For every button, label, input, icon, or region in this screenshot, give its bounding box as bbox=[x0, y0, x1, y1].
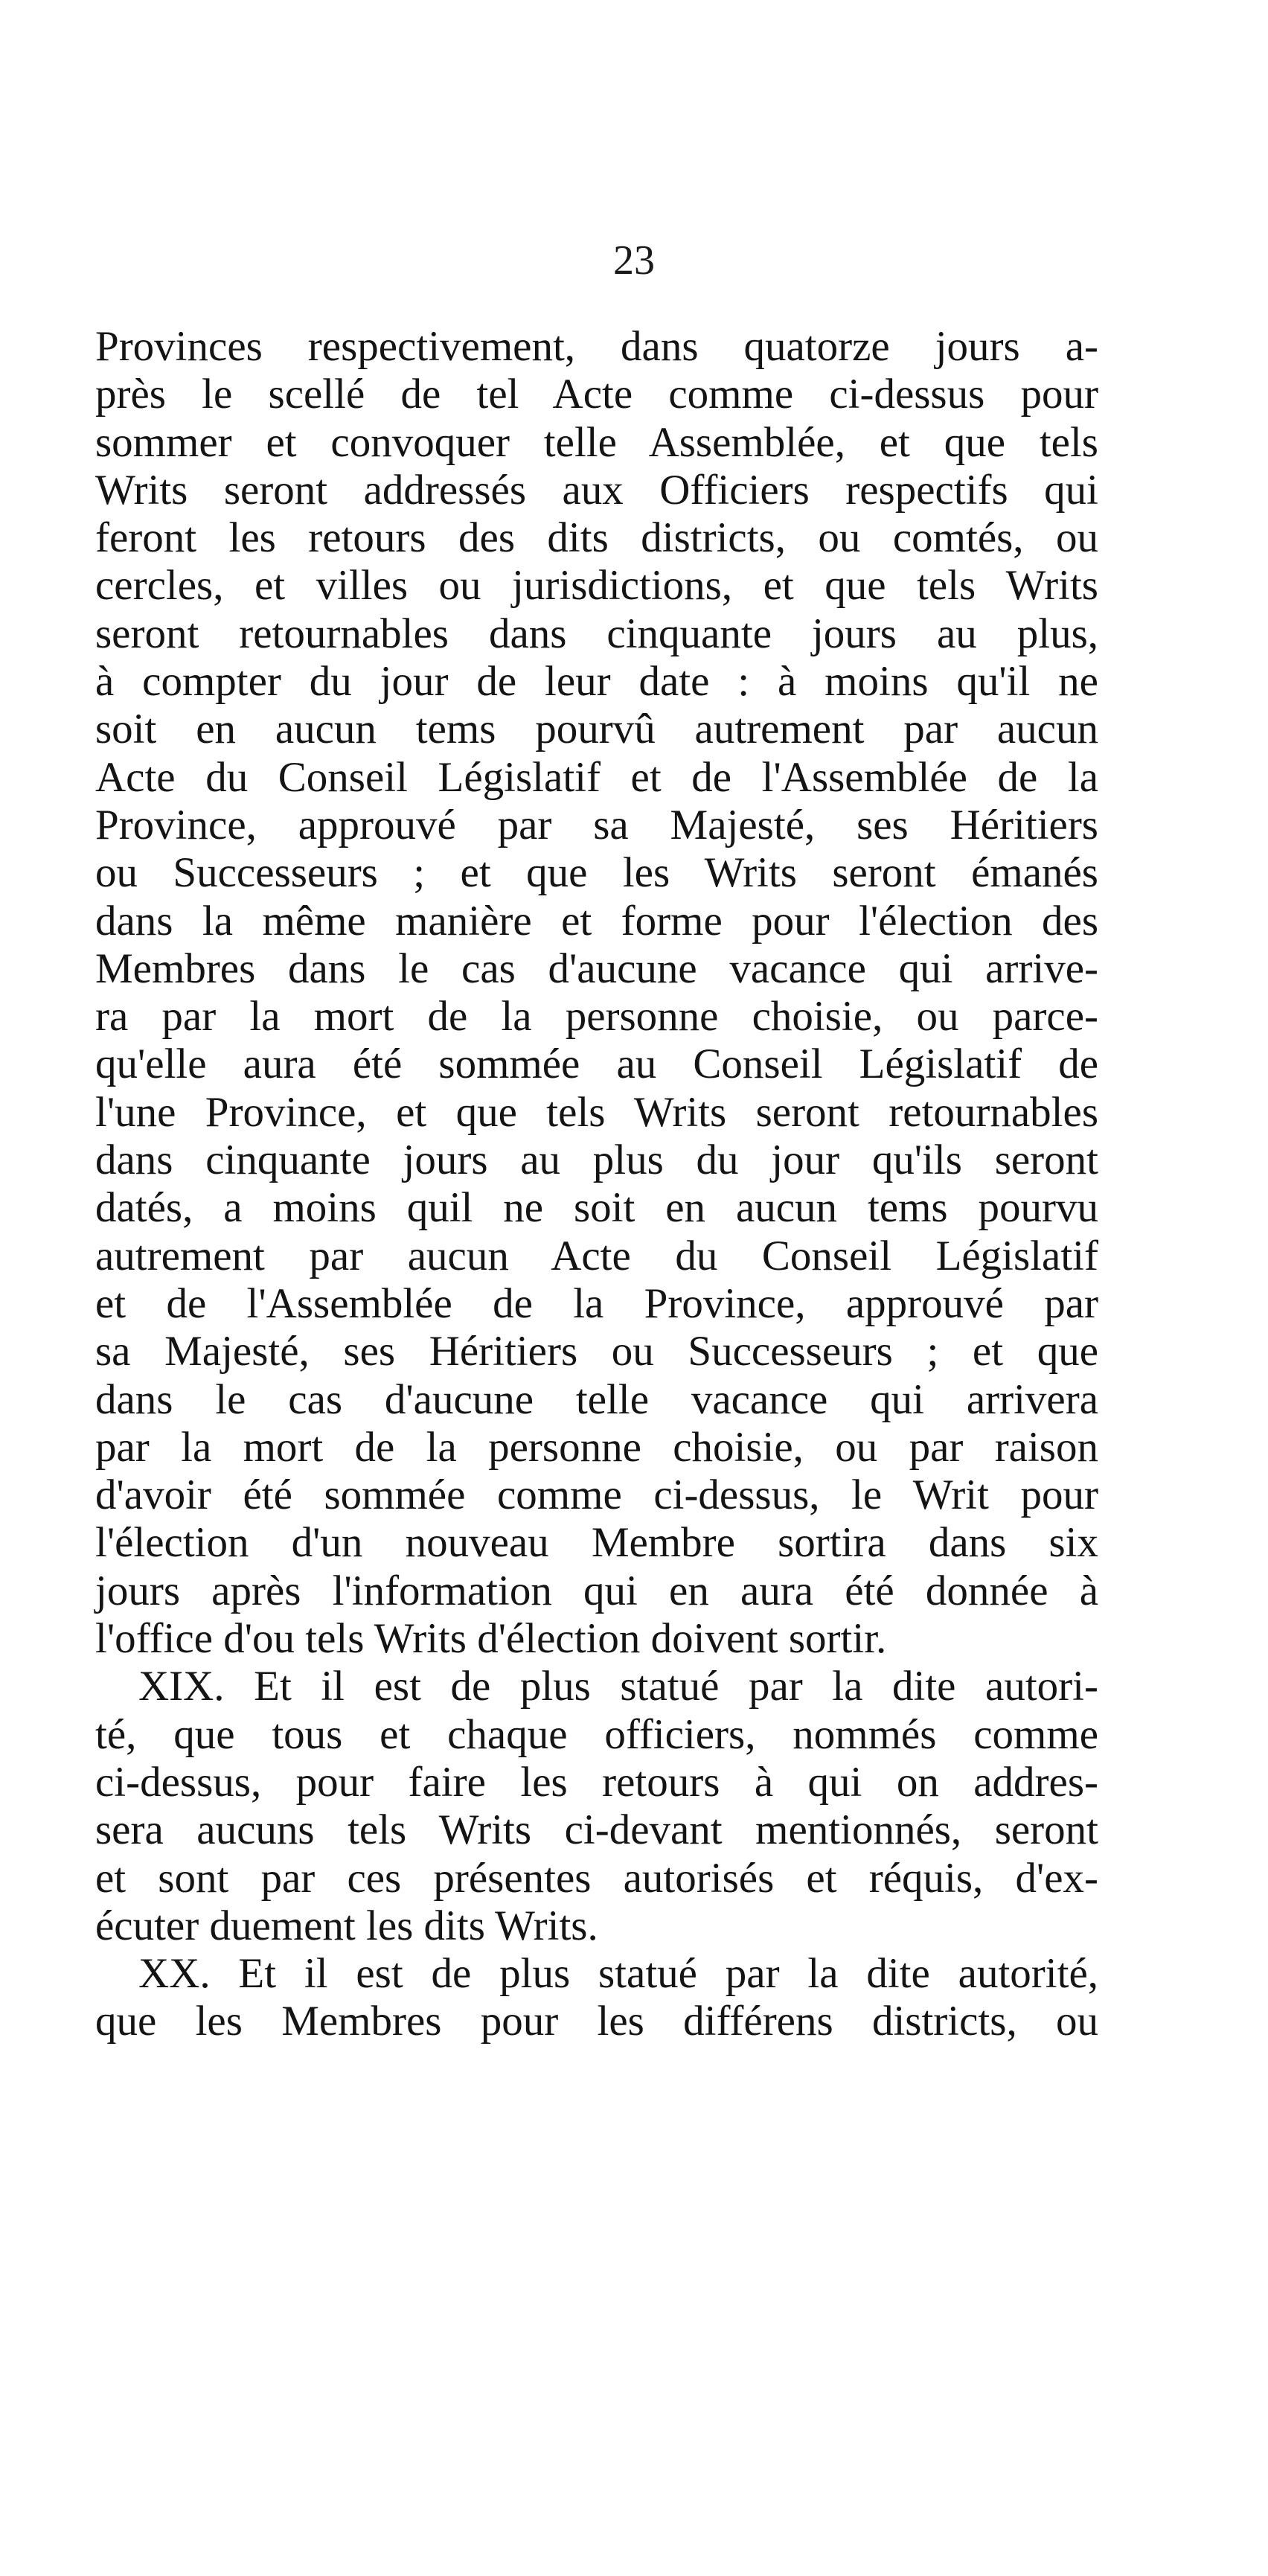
text-line: l'office d'ou tels Writs d'élection doivent sortir. bbox=[95, 1615, 887, 1663]
text-line: soit en aucun tems pourvû autrement par aucun bbox=[95, 706, 1098, 753]
text-line: Writs seront addressés aux Officiers respectifs qui bbox=[95, 466, 1098, 514]
text-line: et sont par ces présentes autorisés et réquis, d'ex- bbox=[95, 1854, 1098, 1902]
text-line: autrement par aucun Acte du Conseil Législatif bbox=[95, 1232, 1098, 1279]
text-line: par la mort de la personne choisie, ou par raison bbox=[95, 1423, 1098, 1471]
text-line: ra par la mort de la personne choisie, ou parce- bbox=[95, 993, 1098, 1041]
text-line: sommer et convoquer telle Assemblée, et que tels bbox=[95, 418, 1098, 466]
text-line: té, que tous et chaque officiers, nommés comme bbox=[95, 1710, 1098, 1758]
text-line: dans le cas d'aucune telle vacance qui arrivera bbox=[95, 1375, 1098, 1423]
text-line: ci-dessus, pour faire les retours à qui on addres- bbox=[95, 1758, 1098, 1806]
text-line: dans la même manière et forme pour l'élection des bbox=[95, 897, 1098, 945]
text-line: cercles, et villes ou jurisdictions, et que tels Writs bbox=[95, 562, 1098, 610]
text-line: qu'elle aura été sommée au Conseil Législatif de bbox=[95, 1041, 1098, 1088]
text-line: Province, approuvé par sa Majesté, ses Héritiers bbox=[95, 801, 1098, 848]
text-line: ou Successeurs ; et que les Writs seront émanés bbox=[95, 849, 1098, 897]
text-line: sa Majesté, ses Héritiers ou Successeurs ; et que bbox=[95, 1328, 1098, 1375]
text-line: près le scellé de tel Acte comme ci-dessus pour bbox=[95, 371, 1098, 418]
text-line: l'une Province, et que tels Writs seront retournables bbox=[95, 1088, 1098, 1136]
text-line: datés, a moins quil ne soit en aucun tems pourvu bbox=[95, 1184, 1098, 1232]
text-line: Membres dans le cas d'aucune vacance qui arrive- bbox=[95, 945, 1098, 992]
text-line: feront les retours des dits districts, ou comtés, ou bbox=[95, 514, 1098, 562]
text-line: écuter duement les dits Writs. bbox=[95, 1902, 598, 1949]
text-line: d'avoir été sommée comme ci-dessus, le Writ pour bbox=[95, 1471, 1098, 1519]
text-line: Provinces respectivement, dans quatorze jours a- bbox=[95, 323, 1098, 370]
text-line: l'élection d'un nouveau Membre sortira dans six bbox=[95, 1519, 1098, 1567]
page-number: 23 bbox=[613, 237, 655, 284]
text-line: Acte du Conseil Législatif et de l'Assemblée de la bbox=[95, 753, 1098, 801]
text-line: que les Membres pour les différens districts, ou bbox=[95, 1998, 1098, 2045]
text-line: seront retournables dans cinquante jours au plus, bbox=[95, 610, 1098, 657]
body-text bbox=[95, 323, 1098, 2046]
text-line: sera aucuns tels Writs ci-devant mentionnés, seront bbox=[95, 1806, 1098, 1854]
text-line: à compter du jour de leur date : à moins qu'il ne bbox=[95, 658, 1098, 706]
section-heading-line: XX. Et il est de plus statué par la dite autorité, bbox=[138, 1950, 1098, 1998]
text-line: et de l'Assemblée de la Province, approuvé par bbox=[95, 1279, 1098, 1327]
text-line: jours après l'information qui en aura été donnée à bbox=[95, 1567, 1098, 1614]
text-line: dans cinquante jours au plus du jour qu'ils seront bbox=[95, 1137, 1098, 1184]
section-heading-line: XIX. Et il est de plus statué par la dite autori- bbox=[138, 1663, 1098, 1710]
